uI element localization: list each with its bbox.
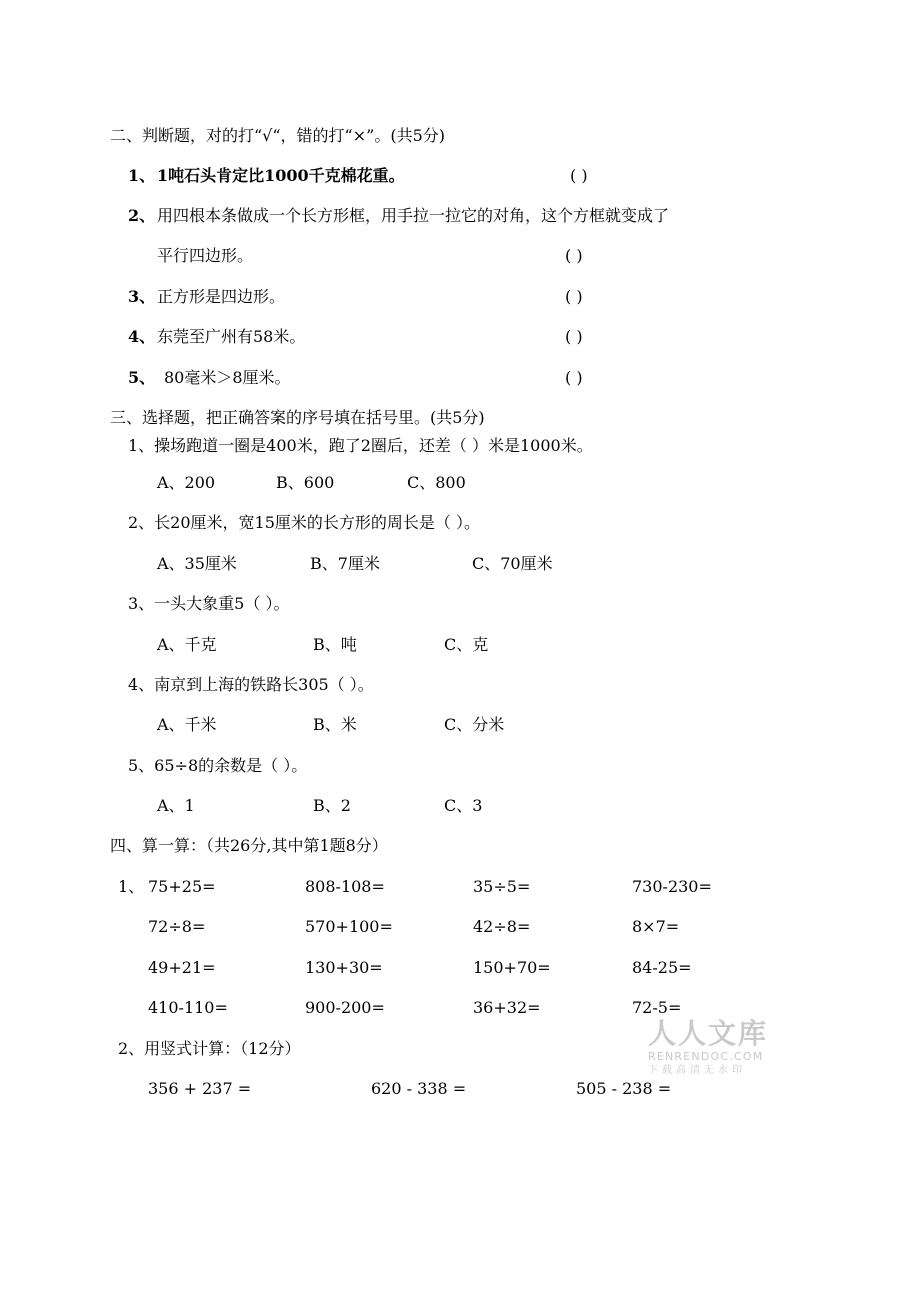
section2-item4-num: 4、 — [128, 327, 156, 346]
section2-item3-paren: ( ) — [565, 287, 583, 306]
calc-r4-c4: 72-5= — [632, 998, 682, 1017]
section3-q3: 3、一头大象重5（ ）。 — [128, 594, 290, 613]
section3-title: 三、选择题，把正确答案的序号填在括号里。(共5分) — [110, 408, 485, 427]
section3-q1-option-a: A、200 — [157, 473, 216, 492]
calc-r2-c1: 72÷8= — [148, 917, 206, 936]
calc-r2-c3: 42÷8= — [473, 917, 531, 936]
calc-r4-c3: 36+32= — [473, 998, 541, 1017]
calc-r3-c2: 130+30= — [305, 958, 383, 977]
section2-item5-text: 80毫米＞8厘米。 — [164, 368, 291, 387]
section3-q5-option-c: C、3 — [444, 796, 483, 815]
calc-r1-c1: 75+25= — [148, 877, 216, 896]
section2-item2-cont: 平行四边形。 — [157, 246, 254, 265]
calc-r3-c4: 84-25= — [632, 958, 692, 977]
section2-item5-num: 5、 — [128, 368, 156, 387]
calc-r3-c1: 49+21= — [148, 958, 216, 977]
section4-title: 四、算一算：（共26分,其中第1题8分） — [110, 836, 388, 855]
section3-q4: 4、南京到上海的铁路长305（ ）。 — [128, 675, 374, 694]
section2-item3-text: 正方形是四边形。 — [157, 287, 286, 306]
section3-q2-option-b: B、7厘米 — [310, 554, 380, 573]
section4-q1-label: 1、 — [118, 877, 145, 896]
section2-item1-text: 1吨石头肯定比1000千克棉花重。 — [157, 166, 405, 185]
section3-q5: 5、65÷8的余数是（ ）。 — [128, 756, 308, 775]
watermark-url: RENRENDOC.COM — [648, 1050, 764, 1063]
section2-item1-paren: ( ) — [570, 166, 588, 185]
section3-q2: 2、长20厘米，宽15厘米的长方形的周长是（ ）。 — [128, 513, 480, 532]
section3-q1-option-c: C、800 — [407, 473, 466, 492]
section3-q4-option-a: A、千米 — [157, 715, 217, 734]
section3-q2-option-c: C、70厘米 — [472, 554, 553, 573]
section3-q3-option-b: B、吨 — [313, 635, 357, 654]
calc-r2-c4: 8×7= — [632, 917, 680, 936]
section3-q1: 1、操场跑道一圈是400米，跑了2圈后，还差（ ）米是1000米。 — [128, 436, 593, 455]
calc-r1-c4: 730-230= — [632, 877, 712, 896]
section2-item3-num: 3、 — [128, 287, 156, 306]
vertical-calc-2: 620 - 338 = — [371, 1079, 467, 1098]
watermark-title: 人人文库 — [648, 1017, 769, 1050]
section2-item2-num: 2、 — [128, 206, 156, 225]
section3-q3-option-a: A、千克 — [157, 635, 217, 654]
section2-item4-text: 东莞至广州有58米。 — [157, 327, 306, 346]
section3-q1-option-b: B、600 — [276, 473, 335, 492]
section3-q3-option-c: C、克 — [444, 635, 489, 654]
section2-title: 二、判断题，对的打“√“，错的打“×”。(共5分) — [110, 126, 445, 145]
watermark-logo — [648, 1018, 772, 1078]
section3-q5-option-a: A、1 — [157, 796, 195, 815]
section3-q5-option-b: B、2 — [313, 796, 351, 815]
section3-q2-option-a: A、35厘米 — [157, 554, 237, 573]
section2-item2-paren: ( ) — [565, 246, 583, 265]
vertical-calc-1: 356 + 237 = — [148, 1079, 252, 1098]
section2-item2-text: 用四根本条做成一个长方形框，用手拉一拉它的对角，这个方框就变成了 — [157, 206, 670, 225]
section2-item4-paren: ( ) — [565, 327, 583, 346]
section2-item1-num: 1、 — [128, 166, 156, 185]
section4-q2-title: 2、用竖式计算：（12分） — [118, 1039, 301, 1058]
section3-q4-option-c: C、分米 — [444, 715, 505, 734]
calc-r4-c1: 410-110= — [148, 998, 228, 1017]
section2-item5-paren: ( ) — [565, 368, 583, 387]
calc-r3-c3: 150+70= — [473, 958, 551, 977]
watermark-tagline: 下载高清无水印 — [648, 1065, 746, 1076]
calc-r1-c2: 808-108= — [305, 877, 385, 896]
calc-r4-c2: 900-200= — [305, 998, 385, 1017]
section3-q4-option-b: B、米 — [313, 715, 357, 734]
calc-r2-c2: 570+100= — [305, 917, 393, 936]
vertical-calc-3: 505 - 238 = — [576, 1079, 672, 1098]
calc-r1-c3: 35÷5= — [473, 877, 531, 896]
